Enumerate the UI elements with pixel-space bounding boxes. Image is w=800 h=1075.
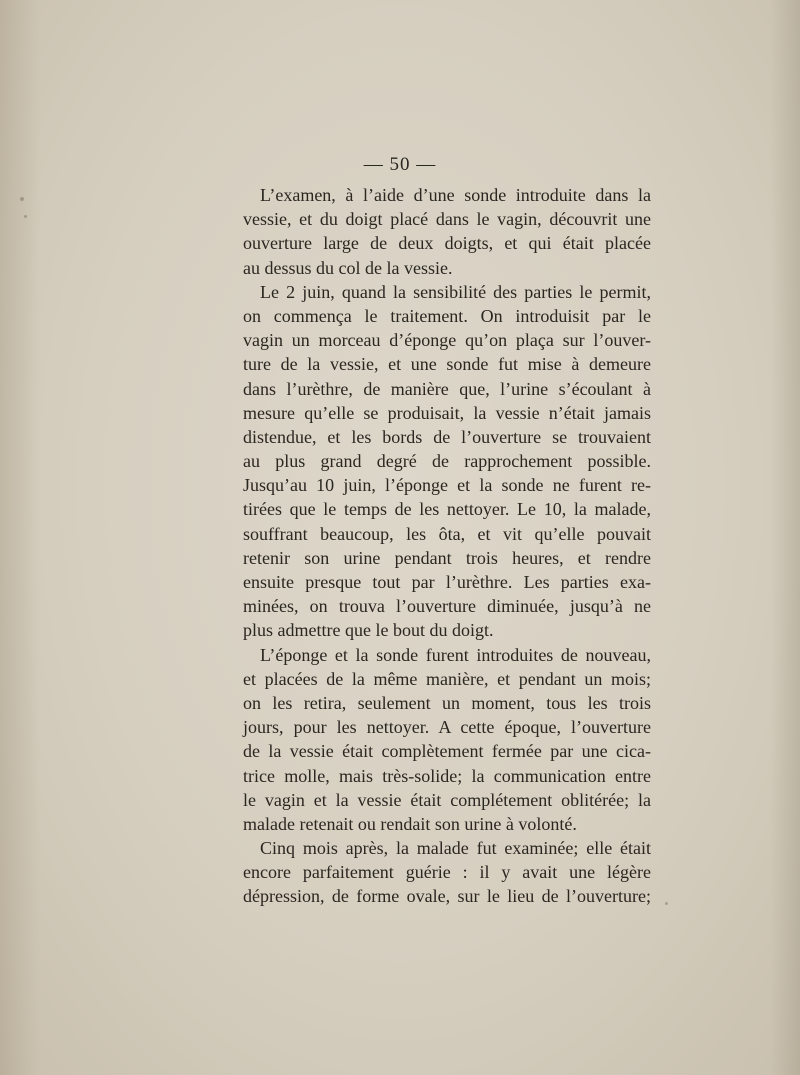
text-line: souffrant beaucoup, les ôta, et vit qu’elle pouvait <box>243 523 651 544</box>
text-line: L’examen, à l’aide d’une sonde introduite dans la <box>260 185 651 205</box>
text-line: jours, pour les nettoyer. A cette époque, l’ouverture <box>243 717 651 738</box>
text-line: dans l’urèthre, de manière que, l’urine s’écoulant à <box>243 378 651 399</box>
text-line: ouverture large de deux doigts, et qui était placée <box>243 233 651 254</box>
text-line: de la vessie était complètement fermée par une cica- <box>243 741 651 762</box>
text-line: au plus grand degré de rapprochement possible. <box>243 451 651 472</box>
paragraph-1 <box>243 183 651 280</box>
text-line: Cinq mois après, la malade fut examinée; elle était <box>260 838 651 859</box>
text-line: Le 2 juin, quand la sensibilité des parties le permit, <box>260 281 651 302</box>
text-line: ture de la vessie, et une sonde fut mise à demeure <box>243 354 651 375</box>
paragraph-4 <box>243 836 651 909</box>
page-number: — 50 — <box>363 154 437 175</box>
text-line: ensuite presque tout par l’urèthre. Les parties exa- <box>243 572 651 592</box>
paper-speck <box>24 215 27 218</box>
paragraph-2 <box>243 280 651 643</box>
text-line: plus admettre que le bout du doigt. <box>243 620 494 641</box>
text-line: vagin un morceau d’éponge qu’on plaça sur l’ouver- <box>243 330 651 351</box>
paper-speck <box>665 902 668 905</box>
text-line: on commença le traitement. On introduisit par le <box>243 305 651 326</box>
text-line: au dessus du col de la vessie. <box>243 257 453 278</box>
text-line: dépression, de forme ovale, sur le lieu de l’ouverture; <box>243 886 651 907</box>
text-line: minées, on trouva l’ouverture diminuée, jusqu’à ne <box>243 596 651 617</box>
text-line: malade retenait ou rendait son urine à volonté. <box>243 813 577 834</box>
body-text <box>243 183 651 909</box>
text-line: et placées de la même manière, et pendant un mois; <box>243 668 651 689</box>
text-line: tirées que le temps de les nettoyer. Le 10, la malade, <box>243 499 651 520</box>
paper-speck <box>20 197 24 201</box>
text-line: vessie, et du doigt placé dans le vagin, découvrit une <box>243 209 651 230</box>
text-line: encore parfaitement guérie : il y avait une légère <box>243 862 651 883</box>
text-line: retenir son urine pendant trois heures, et rendre <box>243 547 651 568</box>
text-line: on les retira, seulement un moment, tous les trois <box>243 692 651 713</box>
text-line: L’éponge et la sonde furent introduites de nouveau, <box>260 644 651 665</box>
text-line: trice molle, mais très-solide; la communication entre <box>243 765 651 786</box>
paragraph-3 <box>243 643 651 837</box>
text-line: le vagin et la vessie était complétement oblitérée; la <box>243 789 651 810</box>
text-line: Jusqu’au 10 juin, l’éponge et la sonde ne furent re- <box>243 475 651 496</box>
text-line: mesure qu’elle se produisait, la vessie n’était jamais <box>243 402 651 423</box>
text-line: distendue, et les bords de l’ouverture se trouvaient <box>243 426 651 447</box>
